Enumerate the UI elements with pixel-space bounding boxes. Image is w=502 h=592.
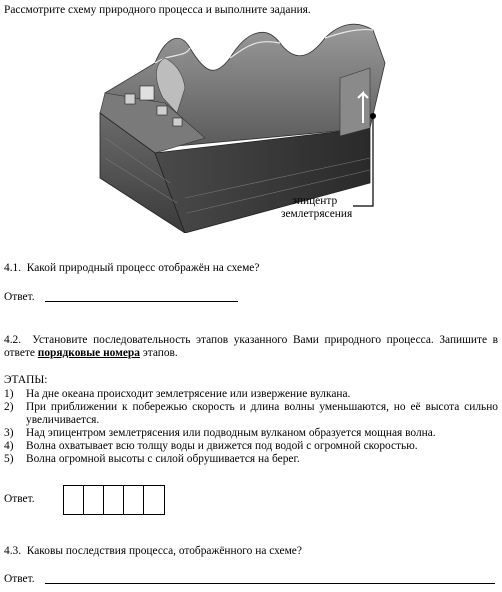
question-4-1 xyxy=(4,262,259,275)
tsunami-diagram xyxy=(95,18,395,233)
stages-list xyxy=(4,388,498,466)
answer-line-4-1[interactable] xyxy=(45,301,238,302)
answer-cell[interactable] xyxy=(84,486,104,514)
question-number: 4.3. xyxy=(4,545,22,557)
building xyxy=(157,106,167,115)
building xyxy=(125,94,135,104)
answer-cell[interactable] xyxy=(144,486,164,514)
question-number: 4.2. xyxy=(4,334,22,346)
stage-text: Над эпицентром землетрясения или подводным вулканом образуется мощная волна. xyxy=(26,427,436,439)
question-4-2 xyxy=(4,334,498,360)
stage-item xyxy=(4,453,498,466)
stage-text: Волна огромной высоты с силой обрушивается на берег. xyxy=(26,453,300,465)
answer-cell[interactable] xyxy=(64,486,84,514)
stage-number: 1) xyxy=(4,388,14,400)
question-text-bold: порядковые номера xyxy=(37,347,140,359)
stage-number: 3) xyxy=(4,427,14,439)
intro-text: Рассмотрите схему природного процесса и выполните задания. xyxy=(4,4,311,16)
question-text-after: этапов. xyxy=(139,347,178,359)
answer-grid-4-2 xyxy=(63,485,165,515)
stage-item xyxy=(4,427,498,440)
answer-cell[interactable] xyxy=(124,486,144,514)
building xyxy=(140,86,154,100)
stage-item xyxy=(4,401,498,427)
answer-label: Ответ. xyxy=(4,291,35,303)
question-text: Какой природный процесс отображён на схеме? xyxy=(26,262,260,274)
answer-line-4-3[interactable] xyxy=(45,583,495,584)
answer-label: Ответ. xyxy=(4,493,35,505)
figure-caption-line1: эпицентр xyxy=(292,195,338,207)
stage-text: При приближении к побережью скорость и длина волны уменьшаются, но её высота сильно увеличивается. xyxy=(26,401,498,426)
stage-text: Волна охватывает всю толщу воды и движется под водой с огромной скоростью. xyxy=(26,440,418,452)
answer-label: Ответ. xyxy=(4,573,35,585)
question-4-3 xyxy=(4,545,302,558)
question-number: 4.1. xyxy=(4,262,22,274)
stage-item xyxy=(4,388,498,401)
figure-caption-line2: землетрясения xyxy=(281,208,353,220)
stages-title: ЭТАПЫ: xyxy=(4,374,48,386)
answer-cell[interactable] xyxy=(104,486,124,514)
question-text-before: Установите последовательность этапов указанного Вами природного процесса. Запишите в ответе xyxy=(4,334,498,359)
stage-text: На дне океана происходит землетрясение или извержение вулкана. xyxy=(26,388,351,400)
stage-item xyxy=(4,440,498,453)
stage-number: 2) xyxy=(4,401,14,413)
question-text: Каковы последствия процесса, отображённого на схеме? xyxy=(26,545,302,557)
cutaway xyxy=(340,68,370,136)
stage-number: 5) xyxy=(4,453,14,465)
building xyxy=(173,118,182,126)
stage-number: 4) xyxy=(4,440,14,452)
